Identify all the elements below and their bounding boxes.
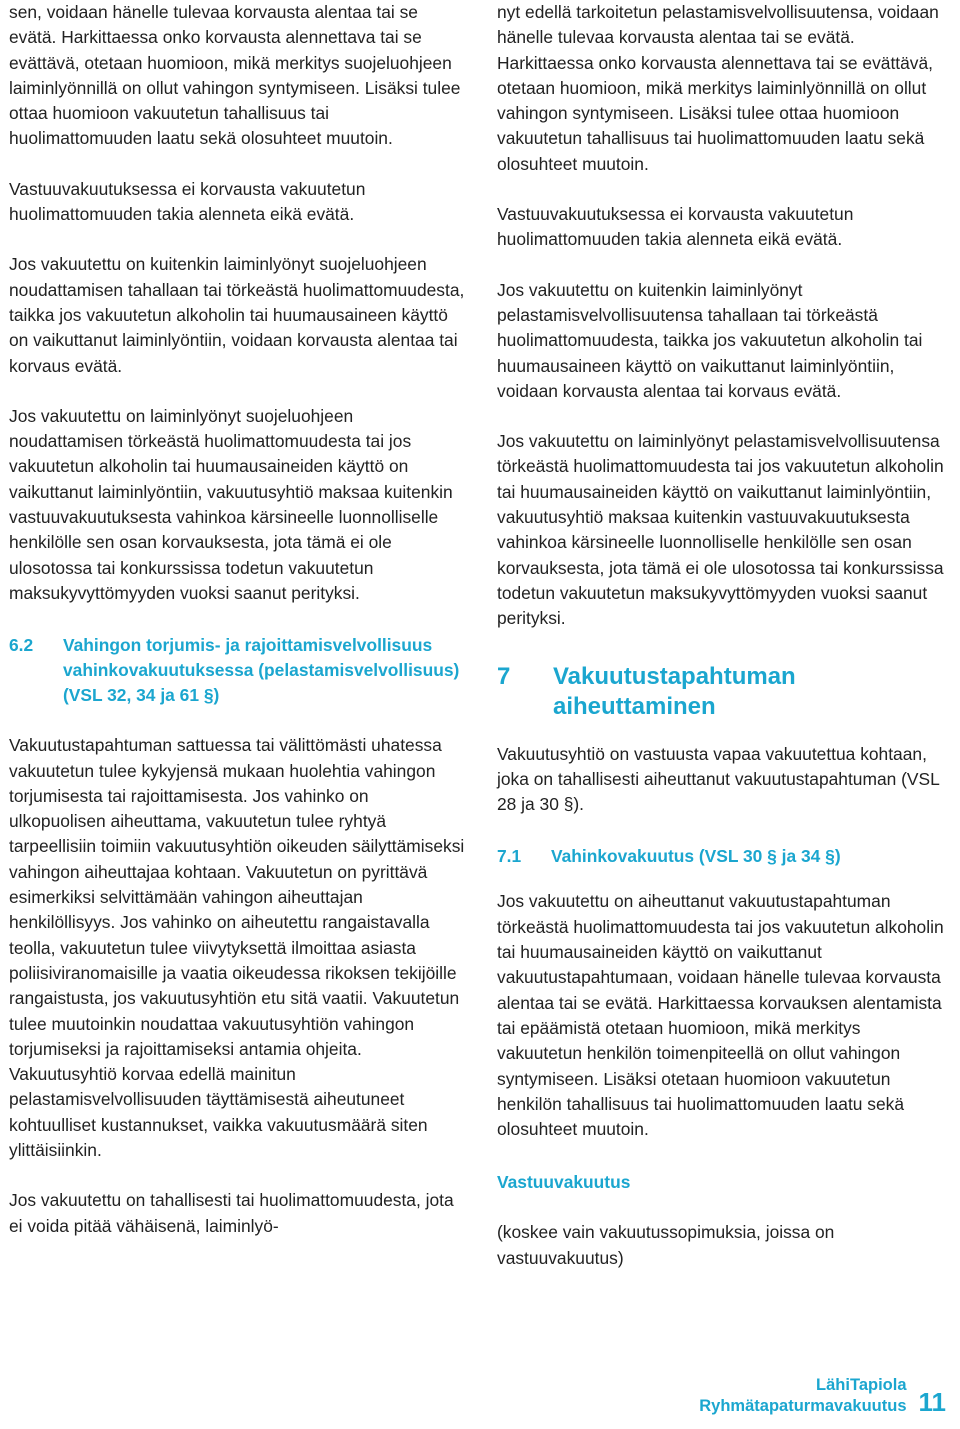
paragraph: sen, voidaan hänelle tulevaa korvausta alentaa tai se evätä. Harkittaessa onko korvausta alennettava tai se evättävä, otetaan huomioon, mikä merkitys suojeluohjeen laiminlyönnillä on ollut vahingon syntymiseen. Lisäksi tulee ottaa huomioon vakuutetun tahallisuus tai huolimattomuuden laatu sekä olosuhteet muutoin. <box>9 2 461 149</box>
paragraph: Jos vakuutettu on aiheuttanut vakuutustapahtuman törkeästä huolimattomuudesta tai jos vakuutetun alkoholin tai huumausaineiden käyttö on vaikuttanut vakuutustapahtumaan, voidaan hänelle tulevaa korvausta alentaa tai se evätä. Harkittaessa korvauksen alentamista tai epäämistä otetaan huomioon, mikä merkitys vakuutetun henkilön toimenpiteellä on ollut vahingon syntymiseen. Lisäksi otetaan huomioon vakuutetun henkilön tahallisuus tai huolimattomuuden laatu sekä olosuhteet muutoin. <box>497 891 944 1140</box>
section-number: 7.1 <box>497 846 522 867</box>
paragraph: nyt edellä tarkoitetun pelastamisvelvollisuutensa, voidaan hänelle tulevaa korvausta alentaa tai se evätä. Harkittaessa onko korvausta alennettava tai se evättävä, otetaan huomioon, mikä merkitys laiminlyönnillä on ollut vahingon syntymiseen. Lisäksi tulee ottaa huomioon vakuutetun tahallisuus tai huolimattomuuden laatu sekä olosuhteet muutoin. <box>497 2 939 174</box>
paragraph: Vastuuvakuutuksessa ei korvausta vakuutetun huolimattomuuden takia alenneta eikä evätä. <box>9 178 366 225</box>
product-name: Ryhmätapaturmavakuutus <box>699 1397 907 1415</box>
section-title: Vahingon torjumis- ja rajoittamisvelvollisuus vahinkovakuutuksessa (pelastamisvelvollisuus) (VSL 32, 34 ja 61 §) <box>63 635 460 706</box>
paragraph: (koskee vain vakuutussopimuksia, joissa on vastuuvakuutus) <box>497 1222 835 1268</box>
paragraph: Jos vakuutettu on tahallisesti tai huolimattomuudesta, jota ei voida pitää vähäisenä, laiminlyö- <box>9 1190 454 1236</box>
section-number: 6.2 <box>9 635 34 656</box>
paragraph: Jos vakuutettu on laiminlyönyt suojeluohjeen noudattamisen törkeästä huolimattomuudesta tai jos vakuutetun alkoholin tai huumausaineiden käyttö on vaikuttanut laiminlyöntiin, vakuutusyhtiö maksaa kuitenkin vastuuvakuutuksesta vahinkoa kärsineelle luonnolliselle henkilölle sen osan korvauksesta, jota tämä ei ole ulosotossa tai konkurssissa todetun vakuutetun maksukyvyttömyyden vuoksi saanut perityksi. <box>9 405 453 603</box>
paragraph: Vakuutustapahtuman sattuessa tai välittömästi uhatessa vakuutetun tulee kykyjensä mukaan huolehtia vahingon torjumisesta tai rajoittamisesta. Jos vahinko on ulkopuolisen aiheuttama, vakuutetun tulee ryhtyä tarpeellisiin toimiin vakuutusyhtiön oikeuden säilyttämiseksi vahingon aiheuttajaa kohtaan. Vakuutetun on pyrittävä esimerkiksi selvittämään vahingon aiheuttajan henkilöllisyys. Jos vahinko on aiheutettu rangaistavalla teolla, vakuutetun tulee viivytyksettä ilmoittaa asiasta poliisiviranomaisille ja vaatia oikeudessa rikoksen tekijöille rangaistusta, jos vakuutusyhtiön etu sitä vaatii. Vakuutetun tulee muutoinkin noudattaa vakuutusyhtiön vahingon torjumiseksi ja rajoittamiseksi antamia ohjeita. Vakuutusyhtiö korvaa edellä mainitun pelastamisvelvollisuuden täyttämisestä aiheutuneet kohtuulliset kustannukset, vaikka vakuutusmäärä siten ylittäisiinkin. <box>9 735 465 1160</box>
paragraph: Jos vakuutettu on kuitenkin laiminlyönyt pelastamisvelvollisuutensa tahallaan tai törkeästä huolimattomuudesta, taikka jos vakuutetun alkoholin tai huumausaineen käyttö on vaikuttanut laiminlyöntiin, voidaan korvausta alentaa tai korvaus evätä. <box>497 279 923 401</box>
paragraph: Jos vakuutettu on kuitenkin laiminlyönyt suojeluohjeen noudattamisen tahallaan tai törkeästä huolimattomuudesta, taikka jos vakuutetun alkoholin tai huumausaineen käyttö on vaikuttanut laiminlyöntiin, voidaan korvausta alentaa tai korvaus evätä. <box>9 254 465 376</box>
paragraph: Vakuutusyhtiö on vastuusta vapaa vakuutettua kohtaan, joka on tahallisesti aiheuttanut vakuutustapahtuman (VSL 28 ja 30 §). <box>497 743 940 815</box>
footer-brand <box>699 1375 906 1417</box>
page-footer <box>699 1375 946 1417</box>
section-heading-7 <box>497 662 947 722</box>
brand-name: LähiTapiola <box>816 1376 907 1394</box>
page-number: 11 <box>918 1387 946 1417</box>
paragraph: Vastuuvakuutuksessa ei korvausta vakuutetun huolimattomuuden takia alenneta eikä evätä. <box>497 204 854 250</box>
subheading-vastuuvakuutus: Vastuuvakuutus <box>497 1172 631 1193</box>
section-heading-6-2 <box>9 633 467 708</box>
section-title: Vakuutustapahtuman aiheuttaminen <box>553 662 796 720</box>
section-title: Vahinkovakuutus (VSL 30 § ja 34 §) <box>551 846 841 867</box>
section-number: 7 <box>497 662 511 690</box>
paragraph: Jos vakuutettu on laiminlyönyt pelastamisvelvollisuutensa törkeästä huolimattomuudesta tai jos vakuutetun alkoholin tai huumausaineiden käyttö on vaikuttanut laiminlyöntiin, vakuutusyhtiö maksaa kuitenkin vastuuvakuutuksesta vahinkoa kärsineelle luonnolliselle henkilölle sen osan korvauksesta, jota tämä ei ole ulosotossa tai konkurssissa todetun vakuutetun maksukyvyttömyyden vuoksi saanut perityksi. <box>497 431 944 629</box>
section-heading-7-1 <box>497 844 947 869</box>
left-column <box>9 0 467 1239</box>
right-column <box>497 0 947 1271</box>
